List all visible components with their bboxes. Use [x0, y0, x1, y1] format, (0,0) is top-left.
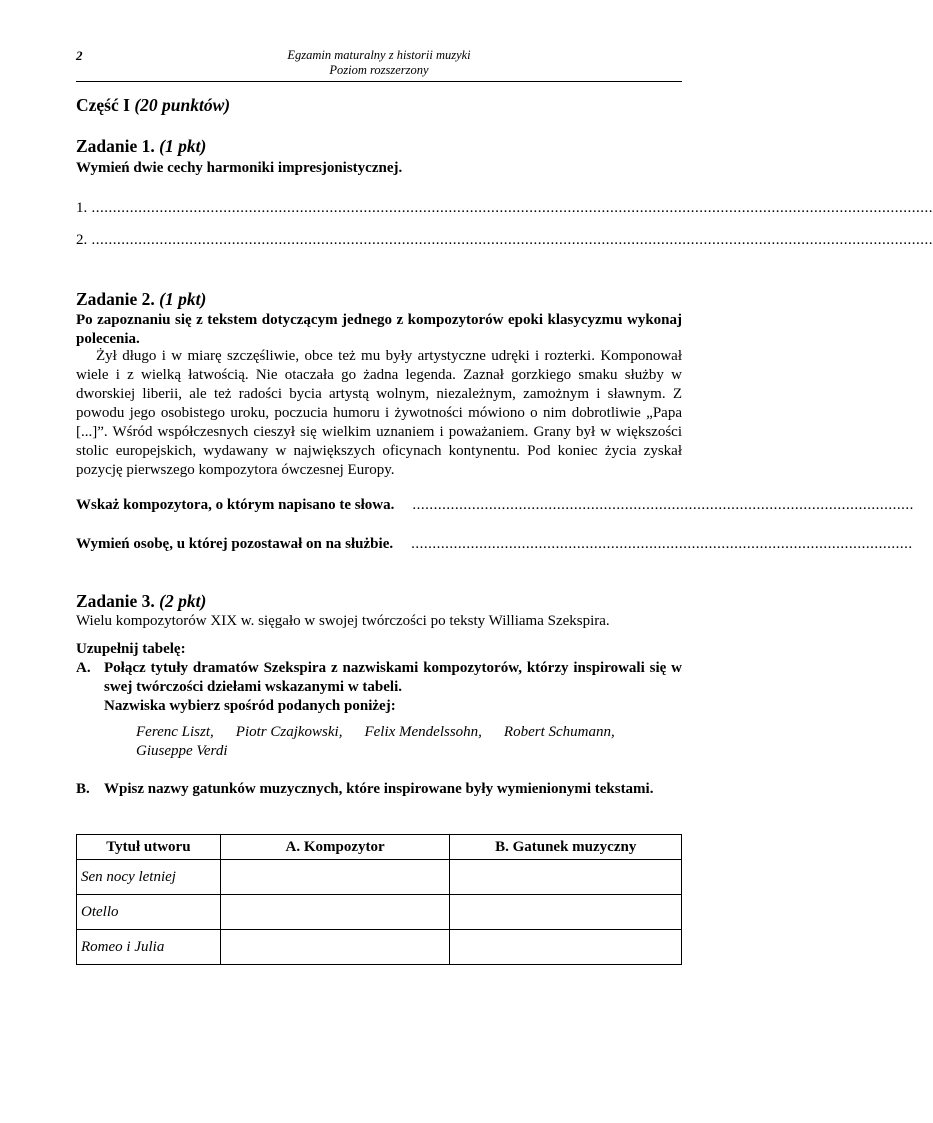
dotted-fill: ......................................................................................................................................................................................................	[87, 232, 933, 248]
exam-title: Egzamin maturalny z historii muzyki	[287, 48, 471, 62]
task2-instruction: Po zapoznaniu się z tekstem dotyczącym jednego z kompozytorów epoki klasycyzmu wykonaj polecenia.	[76, 312, 682, 347]
task3-item-b	[76, 780, 682, 799]
task1-instruction: Wymień dwie cechy harmoniki impresjonistycznej.	[76, 160, 403, 176]
dotted-fill: ......................................................................................................................	[412, 497, 914, 513]
task3-instruction: Uzupełnij tabelę:	[76, 641, 186, 657]
task2-title: Zadanie 2.	[76, 289, 155, 309]
work-title: Romeo i Julia	[77, 930, 221, 965]
answer-label: 2.	[76, 232, 88, 248]
question-label: Wymień osobę, u której pozostawał on na służbie.	[76, 536, 394, 552]
task3-title: Zadanie 3.	[76, 591, 155, 611]
item-a-sub: Nazwiska wybierz spośród podanych poniżej:	[104, 698, 396, 714]
part-name: Część I	[76, 95, 130, 115]
task3-intro: Wielu kompozytorów XIX w. sięgało w swojej twórczości po teksty Williama Szekspira.	[76, 613, 610, 629]
item-b-text: Wpisz nazwy gatunków muzycznych, które inspirowane były wymienionymi tekstami.	[104, 781, 654, 797]
work-title: Sen nocy letniej	[77, 860, 221, 895]
dotted-fill: ......................................................................................................................	[411, 536, 913, 552]
composer-name: Giuseppe Verdi	[136, 743, 228, 759]
header-composer: A. Kompozytor	[220, 835, 450, 860]
header-genre: B. Gatunek muzyczny	[450, 835, 682, 860]
composer-name: Felix Mendelssohn,	[364, 724, 482, 740]
item-a-marker: A.	[76, 660, 91, 676]
genre-cell[interactable]	[450, 860, 682, 895]
composer-list	[136, 723, 676, 761]
task3-item-a	[76, 659, 682, 716]
dotted-fill: ......................................................................................................................................................................................................	[87, 200, 933, 216]
task1-heading	[76, 136, 682, 157]
task1-answer-line-2[interactable]	[76, 232, 933, 249]
task1-title: Zadanie 1.	[76, 136, 155, 156]
header-title-block	[76, 48, 682, 78]
table-row	[77, 860, 682, 895]
table-header-row	[77, 835, 682, 860]
item-b-marker: B.	[76, 781, 90, 797]
task1-points: (1 pkt)	[159, 136, 207, 156]
item-a-text: Połącz tytuły dramatów Szekspira z nazwiskami kompozytorów, którzy inspirowali się w swej twórczości dziełami wskazanymi w tabeli.	[104, 660, 682, 695]
exam-level: Poziom rozszerzony	[329, 63, 429, 77]
page-number: 2	[76, 48, 83, 63]
answer-label: 1.	[76, 200, 88, 216]
page-header	[76, 47, 682, 82]
composer-name: Piotr Czajkowski,	[235, 724, 343, 740]
task3-points: (2 pkt)	[159, 591, 207, 611]
composer-cell[interactable]	[220, 860, 450, 895]
question-label: Wskaż kompozytora, o którym napisano te słowa.	[76, 497, 395, 513]
genre-cell[interactable]	[450, 930, 682, 965]
task2-question-b[interactable]	[76, 536, 913, 553]
table-row	[77, 895, 682, 930]
table-row	[77, 930, 682, 965]
task2-points: (1 pkt)	[159, 289, 207, 309]
composer-cell[interactable]	[220, 930, 450, 965]
task1-answer-line-1[interactable]	[76, 200, 933, 217]
part-heading	[76, 95, 682, 116]
part-points: (20 punktów)	[134, 95, 231, 115]
task3-heading	[76, 591, 682, 612]
task2-question-a[interactable]	[76, 497, 914, 514]
answer-table	[76, 834, 682, 965]
work-title: Otello	[77, 895, 221, 930]
genre-cell[interactable]	[450, 895, 682, 930]
composer-cell[interactable]	[220, 895, 450, 930]
task2-heading	[76, 289, 682, 310]
composer-name: Robert Schumann,	[503, 724, 615, 740]
header-title: Tytuł utworu	[77, 835, 221, 860]
task2-text: Żył długo i w miarę szczęśliwie, obce też mu były artystyczne udręki i rozterki. Komponował wiele i z wielką łatwością. Nie otaczała go żadna legenda. Zaznał gorzkiego smaku służby w dworskiej liberii, ale też radości bycia artystą wolnym, niezależnym, zamożnym i sławnym. Z powodu jego osobistego uroku, poczucia humoru i żywotności mówiono o nim dobrotliwie „Papa [...]”. Wśród współczesnych cieszył się wielkim uznaniem i poważaniem. Grany był w większości stolic europejskich, wydawany w największych oficynach kontynentu. Pod koniec życia zyskał pozycję pierwszego kompozytora ówczesnej Europy.	[76, 348, 682, 478]
composer-name: Ferenc Liszt,	[136, 724, 214, 740]
